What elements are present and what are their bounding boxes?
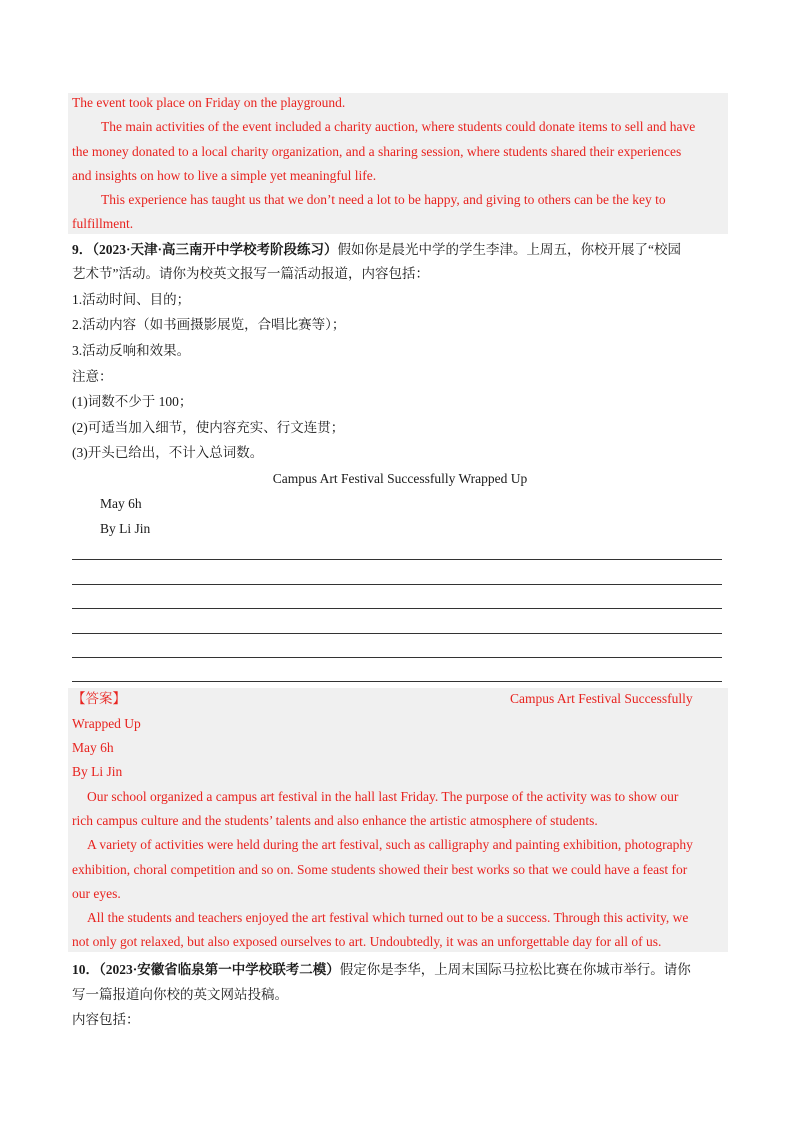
- answer-label: 【答案】: [72, 691, 126, 706]
- answer-date: May 6h: [72, 740, 114, 755]
- question-prompt: 假如你是晨光中学的学生李津。上周五，你校开展了“校园: [337, 242, 682, 257]
- question-number: 10．: [72, 962, 99, 977]
- writing-line: [72, 559, 722, 560]
- note-item: (3)开头已给出，不计入总词数。: [72, 445, 264, 460]
- answer-line: not only got relaxed, but also exposed ourselves to art. Undoubtedly, it was an unforgettable day for all of us.: [72, 934, 662, 949]
- question-prompt: 假定你是李华，上周末国际马拉松比赛在你城市举行。请你: [339, 962, 691, 977]
- answer-byline: By Li Jin: [72, 764, 123, 779]
- question-10-line: [72, 960, 691, 980]
- note-label: 注意：: [72, 369, 113, 384]
- prev-answer-line: This experience has taught us that we don’t need a lot to be happy, and giving to others can be the key to: [101, 192, 666, 207]
- prev-answer-line: the money donated to a local charity organization, and a sharing session, where students shared their experiences: [72, 144, 682, 159]
- question-source: （2023·安徽省临泉第一中学校联考二模）: [99, 962, 340, 977]
- essay-title: Campus Art Festival Successfully Wrapped Up: [272, 471, 528, 486]
- question-number: 9．: [72, 242, 93, 257]
- prev-answer-line: The event took place on Friday on the playground.: [72, 95, 346, 110]
- requirement-item: 1.活动时间、目的；: [72, 292, 191, 307]
- content-label: 内容包括：: [72, 1012, 140, 1027]
- requirement-item: 3.活动反响和效果。: [72, 343, 191, 358]
- answer-line: our eyes.: [72, 886, 121, 901]
- essay-date: May 6h: [100, 496, 142, 511]
- writing-line: [72, 681, 722, 682]
- note-item: (2)可适当加入细节，使内容充实、行文连贯；: [72, 420, 345, 435]
- question-prompt: 写一篇报道向你校的英文网站投稿。: [72, 987, 288, 1002]
- answer-line: A variety of activities were held during the art festival, such as calligraphy and painting exhibition, photography: [87, 837, 693, 852]
- answer-shade-prev: [68, 93, 728, 234]
- answer-line: All the students and teachers enjoyed the art festival which turned out to be a success. Through this activity, we: [87, 910, 689, 925]
- prev-answer-line: The main activities of the event included a charity auction, where students could donate items to sell and have: [101, 119, 696, 134]
- answer-title: Wrapped Up: [72, 716, 141, 731]
- writing-line: [72, 608, 722, 609]
- prev-answer-line: fulfillment.: [72, 216, 134, 231]
- writing-line: [72, 657, 722, 658]
- question-9-line: [72, 240, 681, 260]
- answer-title: Campus Art Festival Successfully: [510, 691, 693, 706]
- requirement-item: 2.活动内容（如书画摄影展览，合唱比赛等）；: [72, 317, 346, 332]
- question-source: （2023·天津·高三南开中学校考阶段练习）: [92, 242, 338, 257]
- prev-answer-line: and insights on how to live a simple yet meaningful life.: [72, 168, 377, 183]
- question-prompt: 艺术节”活动。请你为校英文报写一篇活动报道，内容包括：: [72, 266, 429, 281]
- writing-line: [72, 584, 722, 585]
- writing-line: [72, 633, 722, 634]
- answer-line: rich campus culture and the students’ talents and also enhance the artistic atmosphere of students.: [72, 813, 598, 828]
- answer-line: exhibition, choral competition and so on. Some students showed their best works so that we could have a feast for: [72, 862, 688, 877]
- answer-line: Our school organized a campus art festival in the hall last Friday. The purpose of the activity was to show our: [87, 789, 679, 804]
- essay-byline: By Li Jin: [100, 521, 151, 536]
- note-item: (1)词数不少于 100；: [72, 394, 193, 409]
